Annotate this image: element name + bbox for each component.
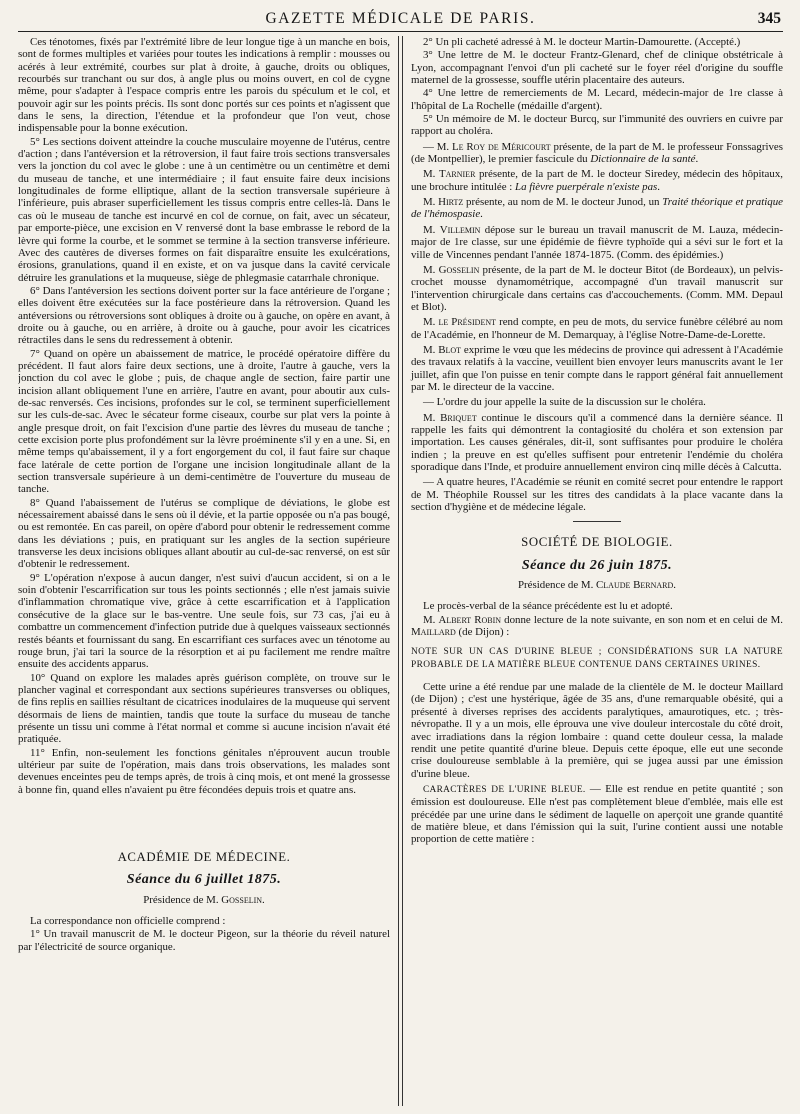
header-rule: [18, 31, 783, 32]
text: présente, de la part de M. le professeur Fonssagrives (de Montpellier), le premier fascicule du: [410, 140, 783, 166]
text: .: [657, 180, 661, 193]
speaker-name: Briquet: [440, 411, 477, 424]
text: M.: [422, 168, 439, 181]
paragraph-blot: [411, 344, 783, 393]
paragraph-caracteres: [411, 783, 783, 846]
section-separator: [573, 521, 621, 522]
left-column: [18, 36, 395, 1106]
text: .: [480, 208, 483, 221]
biology-section-title: SOCIÉTÉ DE BIOLOGIE.: [521, 535, 673, 550]
paragraph-comite-secret: — A quatre heures, l'Académie se réunit en comité secret pour entendre le rapport de M. Théophile Roussel sur les titres des candidats à la place vacante dans la section d'hygiène et de médecine légale.: [410, 476, 783, 514]
note-title: NOTE SUR UN CAS D'URINE BLEUE ; CONSIDÉRATIONS SUR LA NATURE PROBABLE DE LA MATIÈRE BLEUE CONTENUE DANS CERTAINES URINES.: [410, 647, 783, 670]
text: M.: [422, 223, 440, 236]
page-header: [18, 10, 783, 30]
paragraph-villemin: [411, 224, 783, 261]
presidence-suffix: .: [262, 893, 265, 906]
text: (de Dijon) :: [455, 626, 510, 639]
correspondence-item: 4° Une lettre de remerciements de M. Lecard, médecin-major de 1re classe à l'hôpital de La Rochelle (médaille d'argent).: [410, 87, 783, 112]
speaker-name: Villemin: [439, 223, 481, 236]
paragraph: 10° Quand on explore les malades après guérison complète, on trouve sur le plancher vaginal et correspondant aux sections supérieures transverses ou obliques, de fins replis en saillies résultant de cicatrices inodulaires de la muqueuse qui servent désormais de liens de maintien, tandis que toute la surface du museau de tanche présente un tissu uni comme à l'état normal et comme si aucune incision n'avait été pratiquée.: [18, 671, 391, 746]
text: exprime le vœu que les médecins de province qui adressent à l'Académie des travaux relatifs à la vaccine, veuillent bien envoyer leurs manuscrits avant le 1er juillet, afin que l'on puisse en tenir compte dans le rapport général fait annuellement par M. le directeur de la vaccine.: [410, 343, 783, 393]
biology-presidence: [411, 579, 783, 591]
text: présente, de la part de M. le docteur Siredey, médecin des hôpitaux, une brochure intitulée :: [410, 168, 783, 193]
paragraph-briquet: [411, 412, 783, 474]
correspondence-item: 5° Un mémoire de M. le docteur Burcq, sur l'immunité des ouvriers en cuivre par rapport au choléra.: [410, 113, 783, 138]
presidence-suffix: .: [673, 579, 676, 592]
academy-presidence: [18, 894, 390, 906]
speaker-name: Blot: [438, 343, 462, 356]
two-column-body: [18, 36, 783, 1106]
work-title: Dictionnaire de la santé: [590, 153, 696, 166]
paragraph-president: [411, 316, 783, 341]
page-number: 345: [757, 10, 781, 27]
work-title: Traité théorique et pratique de l'hémospasie: [410, 196, 783, 221]
biology-session-date: Séance du 26 juin 1875.: [521, 557, 673, 573]
paragraph: 8° Quand l'abaissement de l'utérus se complique de déviations, le globe est nécessairement abaissé dans le sens où il dévie, et la partie opposée ou n'a pas bougé, ou est remontée. En cas pareil, on opère d'abord pour obtenir le redressement comme dans les déviations ; puis, en pratiquant sur les angles de la section supérieure transverse les deux incisions obliques allant aboutir au cul-de-sac renversé, on est sûr d'obtenir le redressement.: [18, 496, 391, 571]
work-title: La fièvre puerpérale n'existe pas: [515, 180, 658, 193]
proces-verbal: Le procès-verbal de la séance précédente est lu et adopté.: [422, 600, 673, 613]
speaker-name: Hirtz: [438, 196, 464, 209]
paragraph: 7° Quand on opère un abaissement de matrice, le procédé opératoire diffère du précédent. Il faut alors faire deux sections, une à droite, l'autre à gauche, vers la jonction du col avec le globe ; puis, de chaque angle de section, faire partir une incision allant obliquement l'une en arrière, l'autre en avant, pour aboutir aux culs-de-sac renversés. Ces incisions, profondes sur le col, se terminent superficiellement sur les culs-de-sac. Avec le sécateur forme ciseaux, courbe sur plat vers la pointe à angle presque droit, on fait l'excision d'une partie des lèvres du museau de tanche ; cette excision porte plus profondément sur la lèvre proéminente s'il y en a une. Si, en même temps qu'abaissement, il y a fort engorgement du col, il faut faire sur chaque face latérale de cette portion de l'organe une incision longitudinale allant de la section transversale supérieure à un demi-centimètre de l'ouverture du museau de tanche.: [18, 347, 391, 496]
speaker-name: Albert Robin: [438, 613, 502, 626]
subsection-heading: CARACTÈRES DE L'URINE BLEUE.: [422, 784, 586, 795]
presidence-prefix: Présidence de M.: [143, 893, 222, 906]
correspondence-item: 1° Un travail manuscrit de M. le docteur Pigeon, sur la théorie du réveil naturel par l'électricité de source organique.: [18, 928, 391, 953]
text: continue le discours qu'il a commencé dans la dernière séance. Il rappelle les faits qui démontrent la contagiosité du choléra et son extension par importation. Les causes générales, dit-il, sont suffisantes pour produire le choléra indien ; la preuve en est qu'elles suffisent pour entretenir l'endémie du choléra sporadique dans l'Inde, et produire annuellement environ cinq mille décès à Calcutta.: [410, 411, 783, 473]
president-name: Gosselin: [221, 893, 263, 906]
text: M.: [422, 411, 441, 424]
text: présente, au nom de M. le docteur Junod, un: [463, 196, 663, 209]
paragraph: Ces ténotomes, fixés par l'extrémité libre de leur longue tige à un manche en bois, sont de formes multiples et variées pour toutes les indications à remplir : mousses ou acérés à leur extrémité, courbes sur plat à droite, à gauche, droits ou obliques, recourbés sur tranchant ou sur dos, à angle plus ou moins ouvert, en col de cygne même, pour s'adapter à l'espace compris entre les parois du spéculum et le col, et pouvoir agir sur les points précis. Ils sont donc portés sur ces points et n'agissent que dans le sens, la direction, l'étendue et la profondeur que l'on veut, chose indispensable pour la bonne exécution.: [18, 36, 391, 135]
text: M.: [422, 316, 439, 329]
speaker-name: Gosselin: [438, 263, 480, 276]
text: .: [695, 153, 699, 166]
right-column: [406, 36, 783, 1106]
paragraph: 9° L'opération n'expose à aucun danger, n'est suivi d'aucun accident, si on a le soin d'obtenir l'escarrification sur tous les points sectionnés ; elle n'est jamais suivie d'inflammation chromatique vive, grâce à cette escarrification et à l'application consécutive de la glace sur le bas-ventre. Une seule fois, sur 73 cas, j'ai eu à combattre un commencement d'infection putride due à quelques vaisseaux sectionnés restés béants et fournissant du sang. En escarrifiant ces surfaces avec un ténotome au rouge brun, j'ai tari la source de la résorption et ai pu facilement me rendre maître ensuite des accidents apparus.: [18, 571, 391, 671]
correspondence-item: 3° Une lettre de M. le docteur Frantz-Glenard, chef de clinique obstétricale à Lyon, accompagnant l'envoi d'un pli cacheté sur le foyer réel d'origine du souffle maternel de la grossesse, souffle utérin placentaire des auteurs.: [410, 49, 783, 87]
text: rend compte, en peu de mots, du service funèbre célébré au nom de l'Académie, en l'honneur de M. Demarquay, à l'église Notre-Dame-de-Lorette.: [410, 316, 783, 341]
correspondence-item: 2° Un pli cacheté adressé à M. le docteur Martin-Damourette. (Accepté.): [422, 36, 741, 48]
academy-session-date: Séance du 6 juillet 1875.: [126, 872, 282, 888]
text: dépose sur le bureau un travail manuscrit de M. Lauza, médecin-major de 1re classe, sur une épidémie de fièvre typhoïde qui a sévi sur le fort et la ville de Vincennes pendant l'année 1874-1875. (Comm. des épidémies.): [410, 223, 783, 261]
presidence-prefix: Présidence de M.: [517, 579, 597, 592]
correspondence-heading: La correspondance non officielle comprend :: [30, 915, 226, 927]
paragraph-leroy: [411, 141, 783, 166]
paragraph: 5° Les sections doivent atteindre la couche musculaire moyenne de l'utérus, centre d'action ; dans l'antéversion et la rétroversion, il faut faire trois sections transversales vers la jonction du col avec le globe : une à un centimètre ou un centimètre et demi du museau de tanche, et une intermédiaire ; il faut ensuite faire deux incisions longitudinales de forme elliptique, allant de la section transversale supérieure à l'inférieure, puis abraser superficiellement les tissus compris entre celles-là. Dans le cas où le museau de tanche est incurvé en col de cornue, on fait, avec un sécateur, par emporte-pièce, une excision en V renversé dont la base embrasse le rebord de la lèvre qui forme la courbe, et le sommet se termine à la section transverse inférieure. Avec des cautères de diverses formes on fait disparaître ensuite les exulcérations, érosions, granulations, quand il en existe, et on va jusque dans la cavité cervicale détruire les granulations et la muqueuse, siège de phlegmasie catarrhale chronique.: [18, 135, 391, 284]
paragraph-tarnier: [411, 168, 783, 193]
paragraph: Cette urine a été rendue par une malade de la clientèle de M. le docteur Maillard (de Dijon) ; c'est une hystérique, âgée de 35 ans, d'une remarquable obésité, qui a présenté à diverses reprises des accidents paralytiques, amaurotiques, etc. ; très-névropathe. Il y a un mois, elle éprouva une vive douleur intercostale du côté droit, avec irradiations dans la région lombaire : quand cette douleur cessa, la malade rendit une petite quantité d'urine bleue. Depuis cette époque, elle eut une seconde crise douloureuse semblable à la première, qui se jugea aussi par une émission d'urine bleue.: [410, 681, 783, 780]
paragraph: 6° Dans l'antéversion les sections doivent porter sur la face antérieure de l'organe ; elles doivent être exécutées sur la face postérieure dans la rétroversion. Quand les antéversions ou rétroversions sont obliques à droite ou à gauche, on opère en avant, à droite ou à gauche, ou en arrière, à droite ou à gauche, pour avoir les cicatrices rétractiles dans le sens du redressement à obtenir.: [18, 284, 391, 347]
text: — Elle est rendue en petite quantité ; son émission est douloureuse. Elle n'est pas complètement bleue d'emblée, mais elle est précédée par une urine dans le sédiment de laquelle on aperçoit une grande quantité de matière bleue, et dans l'émission qui la suit, l'urine contient aussi une notable proportion de cette matière :: [410, 782, 783, 846]
column-divider: [398, 36, 403, 1106]
paragraph: 11° Enfin, non-seulement les fonctions génitales n'éprouvent aucun trouble ultérieur par suite de l'opération, mais dans trois observations, les malades sont devenues enceintes peu de temps après, de trois à cinq mois, et ont mené la grossesse à bonne fin, quand elles n'avaient pu être fécondées depuis trois et quatre ans.: [18, 746, 391, 796]
paragraph-gosselin: [411, 264, 783, 313]
text: M.: [422, 196, 439, 209]
text: présente, de la part de M. le docteur Bitot (de Bordeaux), un pelvis-crochet mousse dynamométrique, accompagné d'un travail manuscrit sur l'intervention chirurgicale dans certains cas d'accouchements. (Comm. MM. Depaul et Blot).: [410, 263, 783, 313]
president-name: Claude Bernard: [596, 579, 674, 592]
text: M.: [422, 263, 439, 276]
text: donne lecture de la note suivante, en son nom et en celui de M.: [501, 613, 783, 626]
journal-title: GAZETTE MÉDICALE DE PARIS.: [265, 10, 536, 27]
academy-section-title: ACADÉMIE DE MÉDECINE.: [117, 849, 291, 864]
speaker-name: Maillard: [410, 626, 456, 639]
text: — M.: [422, 140, 452, 153]
speaker-name: Tarnier: [438, 168, 476, 181]
paragraph-robin: [411, 614, 783, 639]
speaker-name: le Président: [438, 316, 497, 329]
text: M.: [422, 613, 439, 626]
speaker-name: Le Roy de Méricourt: [451, 140, 551, 153]
paragraph-hirtz: [411, 196, 783, 221]
paragraph-ordre-du-jour: — L'ordre du jour appelle la suite de la discussion sur le choléra.: [422, 396, 706, 409]
text: M.: [422, 343, 439, 356]
